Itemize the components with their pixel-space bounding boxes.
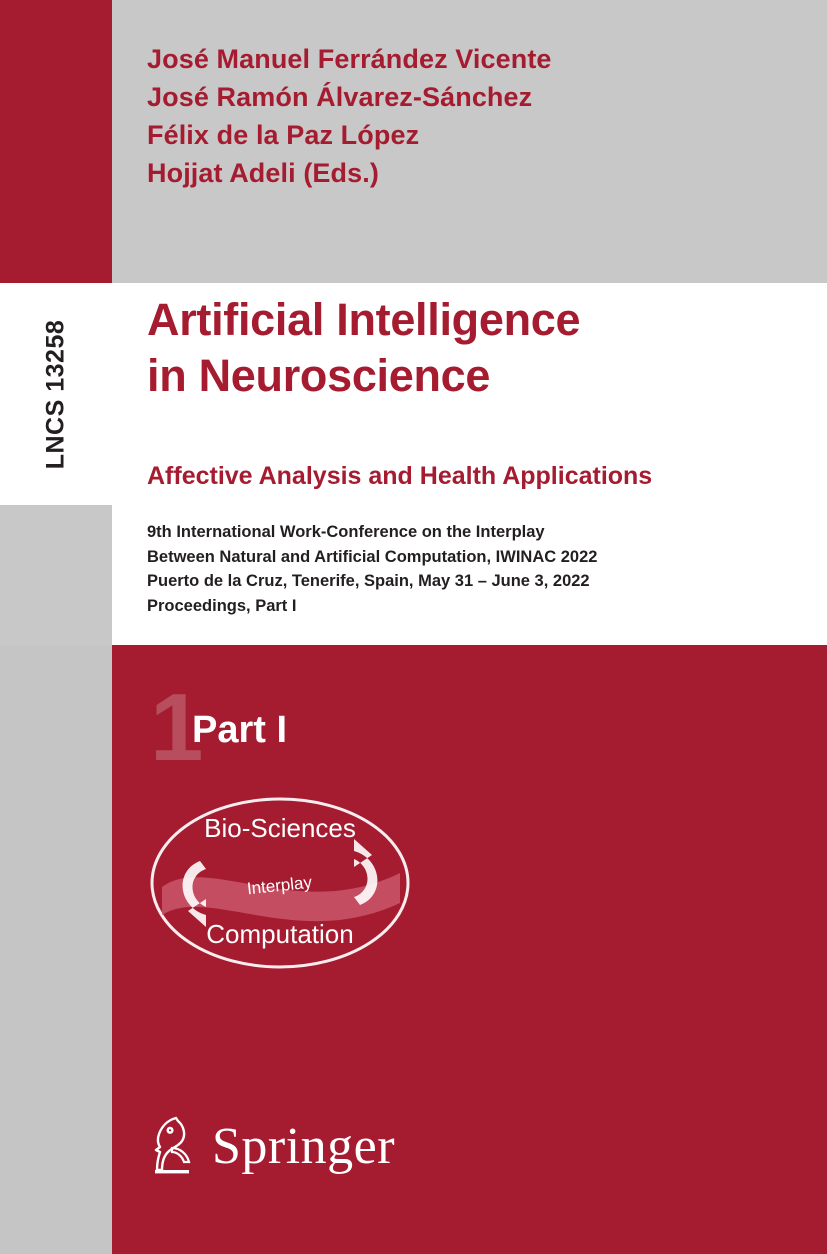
- spine-red-block: [0, 0, 112, 283]
- title-line-1: Artificial Intelligence: [147, 294, 581, 345]
- svg-text:Bio-Sciences: Bio-Sciences: [204, 813, 356, 843]
- part-ghost-number: 1: [150, 674, 204, 781]
- editor-name-4: Hojjat Adeli (Eds.): [147, 158, 379, 188]
- part-label: Part I: [192, 709, 288, 751]
- publisher-name: Springer: [212, 1118, 396, 1175]
- conference-line-3: Puerto de la Cruz, Tenerife, Spain, May 31 – June 3, 2022: [147, 572, 590, 590]
- series-label-text: LNCS 13258: [41, 319, 70, 469]
- spine-grey-block-lower: [0, 645, 112, 1254]
- iwinac-interplay-logo: [148, 795, 412, 971]
- spine-grey-block-upper: [0, 505, 112, 645]
- springer-horse-icon: [146, 1114, 200, 1181]
- page-title: [147, 292, 817, 404]
- title-subtitle: Affective Analysis and Health Applications: [147, 462, 653, 490]
- editor-name-3: Félix de la Paz López: [147, 120, 420, 150]
- series-spine-label: [0, 283, 112, 505]
- publisher-logo: [146, 1112, 395, 1182]
- editor-list: [147, 40, 807, 192]
- svg-text:Computation: Computation: [206, 919, 354, 949]
- conference-line-1: 9th International Work-Conference on the Interplay: [147, 523, 545, 541]
- title-line-2: in Neuroscience: [147, 350, 491, 401]
- svg-text:Interplay: Interplay: [246, 872, 313, 899]
- conference-line-2: Between Natural and Artificial Computation, IWINAC 2022: [147, 547, 598, 566]
- editor-name-2: José Ramón Álvarez-Sánchez: [147, 82, 533, 112]
- part-indicator: [150, 674, 470, 781]
- editor-name-1: José Manuel Ferrández Vicente: [147, 44, 552, 74]
- conference-line-4: Proceedings, Part I: [147, 596, 297, 615]
- conference-details: [147, 520, 827, 618]
